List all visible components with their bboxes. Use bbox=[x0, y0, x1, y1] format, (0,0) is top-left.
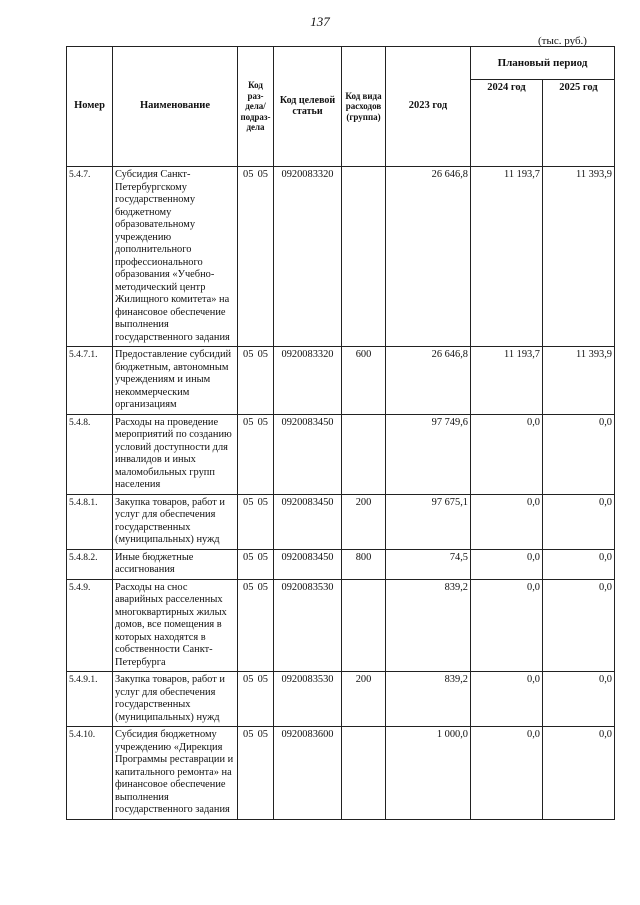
header-row bbox=[67, 47, 615, 80]
row-target-code: 0920083530 bbox=[274, 672, 342, 727]
row-section-code bbox=[238, 579, 274, 672]
row-name: Субсидия Санкт-Петербургскому государственному бюджетному образовательному учреждению дополнительного профессионального образования «Учебно-методический центр Жилищного комитета» на финансовое обеспечение выполнения государственного задания bbox=[113, 167, 238, 347]
row-amount-2024: 0,0 bbox=[471, 549, 543, 579]
header-planned-period: Плановый период bbox=[471, 47, 615, 80]
row-amount-2023: 1 000,0 bbox=[386, 727, 471, 820]
row-subsection: 05 bbox=[257, 729, 268, 740]
row-amount-2023: 26 646,8 bbox=[386, 167, 471, 347]
row-section-code bbox=[238, 347, 274, 415]
row-subsection: 05 bbox=[257, 674, 268, 685]
row-amount-2023: 97 749,6 bbox=[386, 414, 471, 494]
row-amount-2025: 0,0 bbox=[543, 414, 615, 494]
row-expense-group: 600 bbox=[342, 347, 386, 415]
row-subsection: 05 bbox=[257, 551, 268, 563]
table-row bbox=[67, 727, 615, 820]
row-expense-group bbox=[342, 727, 386, 820]
table-row bbox=[67, 414, 615, 494]
header-2025: 2025 год bbox=[543, 80, 615, 167]
header-2024: 2024 год bbox=[471, 80, 543, 167]
row-section: 05 bbox=[243, 551, 254, 563]
row-section-code bbox=[238, 494, 274, 549]
row-amount-2025: 0,0 bbox=[543, 579, 615, 672]
row-section: 05 bbox=[243, 674, 254, 685]
header-name: Наименование bbox=[113, 47, 238, 167]
row-amount-2023: 97 675,1 bbox=[386, 494, 471, 549]
row-section-code bbox=[238, 727, 274, 820]
row-target-code: 0920083450 bbox=[274, 494, 342, 549]
row-subsection: 05 bbox=[257, 349, 268, 360]
row-target-code: 0920083320 bbox=[274, 167, 342, 347]
row-expense-group: 800 bbox=[342, 549, 386, 579]
row-section-code bbox=[238, 167, 274, 347]
row-amount-2025: 0,0 bbox=[543, 549, 615, 579]
row-amount-2025: 0,0 bbox=[543, 727, 615, 820]
row-number: 5.4.8.2. bbox=[67, 549, 113, 579]
row-amount-2024: 0,0 bbox=[471, 672, 543, 727]
row-section: 05 bbox=[243, 496, 254, 508]
table-row bbox=[67, 494, 615, 549]
row-number: 5.4.9.1. bbox=[67, 672, 113, 727]
row-name: Субсидия бюджетному учреждению «Дирекция Программы реставрации и капитального ремонта» на финансовое обеспечение выполнения государственного задания bbox=[113, 727, 238, 820]
units-label: (тыс. руб.) bbox=[538, 35, 587, 47]
row-name: Закупка товаров, работ и услуг для обеспечения государственных (муниципальных) нужд bbox=[113, 672, 238, 727]
row-amount-2023: 839,2 bbox=[386, 672, 471, 727]
budget-table bbox=[66, 46, 615, 820]
row-number: 5.4.7.1. bbox=[67, 347, 113, 415]
table-body bbox=[67, 167, 615, 820]
header-number: Номер bbox=[67, 47, 113, 167]
row-number: 5.4.10. bbox=[67, 727, 113, 820]
header-2023: 2023 год bbox=[386, 47, 471, 167]
table-row bbox=[67, 672, 615, 727]
row-name: Предоставление субсидий бюджетным, автономным учреждениям и иным некоммерческим организациям bbox=[113, 347, 238, 415]
row-number: 5.4.8.1. bbox=[67, 494, 113, 549]
row-section: 05 bbox=[243, 169, 254, 180]
row-target-code: 0920083450 bbox=[274, 549, 342, 579]
row-amount-2023: 26 646,8 bbox=[386, 347, 471, 415]
header-expense-type: Код вида расходов (группа) bbox=[342, 47, 386, 167]
row-section-code bbox=[238, 549, 274, 579]
row-name: Расходы на проведение мероприятий по созданию условий доступности для инвалидов и иных маломобильных групп населения bbox=[113, 414, 238, 494]
row-subsection: 05 bbox=[257, 581, 268, 593]
row-name: Расходы на снос аварийных расселенных многоквартирных жилых домов, все помещения в которых находятся в собственности Санкт-Петербурга bbox=[113, 579, 238, 672]
row-subsection: 05 bbox=[257, 416, 268, 428]
row-subsection: 05 bbox=[257, 496, 268, 508]
row-target-code: 0920083600 bbox=[274, 727, 342, 820]
row-section: 05 bbox=[243, 581, 254, 593]
row-target-code: 0920083450 bbox=[274, 414, 342, 494]
row-section: 05 bbox=[243, 416, 254, 428]
row-target-code: 0920083530 bbox=[274, 579, 342, 672]
row-amount-2024: 0,0 bbox=[471, 494, 543, 549]
row-amount-2025: 0,0 bbox=[543, 672, 615, 727]
row-amount-2024: 11 193,7 bbox=[471, 347, 543, 415]
row-target-code: 0920083320 bbox=[274, 347, 342, 415]
row-number: 5.4.9. bbox=[67, 579, 113, 672]
table-row bbox=[67, 549, 615, 579]
table-row bbox=[67, 347, 615, 415]
row-section: 05 bbox=[243, 349, 254, 360]
row-amount-2025: 11 393,9 bbox=[543, 347, 615, 415]
row-name: Закупка товаров, работ и услуг для обеспечения государственных (муниципальных) нужд bbox=[113, 494, 238, 549]
row-amount-2025: 11 393,9 bbox=[543, 167, 615, 347]
row-expense-group: 200 bbox=[342, 494, 386, 549]
row-section-code bbox=[238, 672, 274, 727]
row-name: Иные бюджетные ассигнования bbox=[113, 549, 238, 579]
row-amount-2024: 0,0 bbox=[471, 727, 543, 820]
row-section: 05 bbox=[243, 729, 254, 740]
table-row bbox=[67, 579, 615, 672]
row-expense-group bbox=[342, 167, 386, 347]
row-section-code bbox=[238, 414, 274, 494]
row-expense-group bbox=[342, 414, 386, 494]
page-number: 137 bbox=[310, 14, 330, 29]
row-amount-2023: 839,2 bbox=[386, 579, 471, 672]
row-expense-group: 200 bbox=[342, 672, 386, 727]
row-amount-2024: 0,0 bbox=[471, 579, 543, 672]
row-amount-2023: 74,5 bbox=[386, 549, 471, 579]
header-target-code: Код целевой статьи bbox=[274, 47, 342, 167]
row-subsection: 05 bbox=[257, 169, 268, 180]
table-row bbox=[67, 167, 615, 347]
row-amount-2024: 0,0 bbox=[471, 414, 543, 494]
header-section-code: Код раз-дела/ подраз-дела bbox=[238, 47, 274, 167]
row-amount-2024: 11 193,7 bbox=[471, 167, 543, 347]
row-expense-group bbox=[342, 579, 386, 672]
row-number: 5.4.7. bbox=[67, 167, 113, 347]
row-number: 5.4.8. bbox=[67, 414, 113, 494]
row-amount-2025: 0,0 bbox=[543, 494, 615, 549]
